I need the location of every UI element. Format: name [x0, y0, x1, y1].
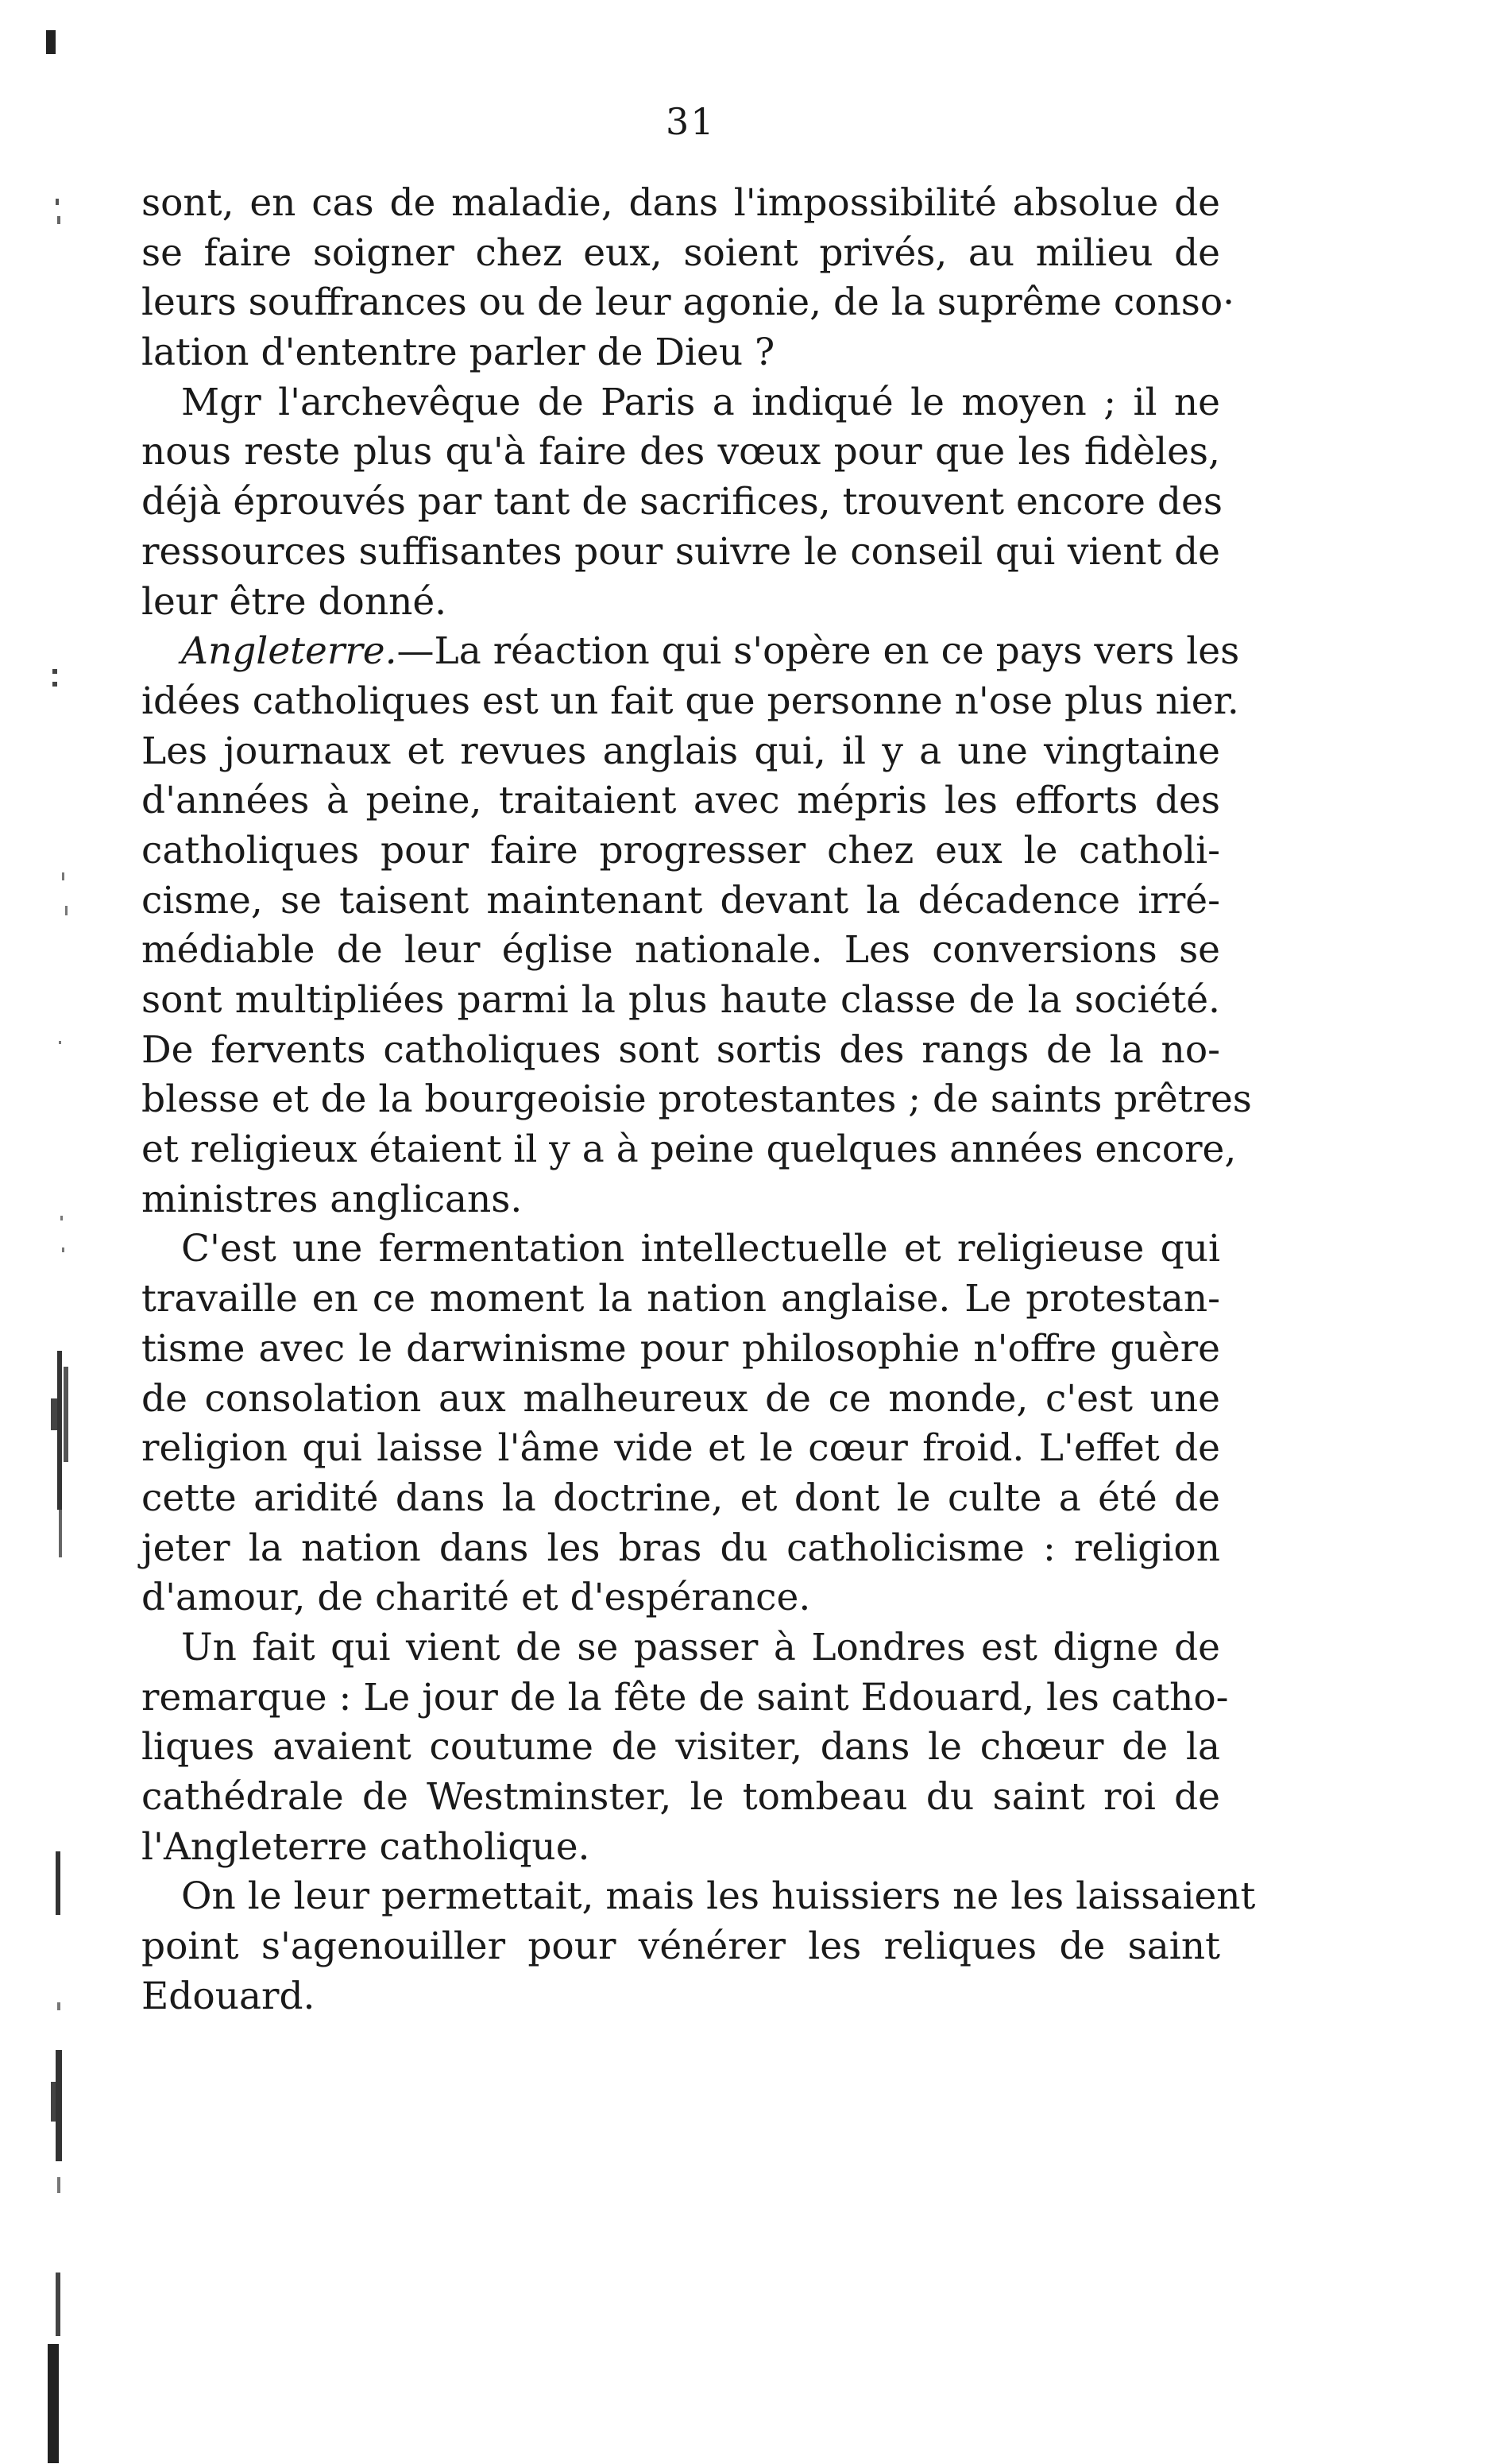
text-line: sont, en cas de maladie, dans l'impossibilité absolue de [141, 181, 1220, 225]
scan-margin-artifacts [0, 0, 87, 2464]
text-line: d'amour, de charité et d'espérance. [141, 1576, 811, 1620]
text-line: de consolation aux malheureux de ce monde, c'est une [141, 1376, 1220, 1421]
text-line: l'Angleterre catholique. [141, 1824, 590, 1869]
text-line: déjà éprouvés par tant de sacrifices, trouvent encore des [141, 480, 1223, 524]
text-line: se faire soigner chez eux, soient privés, au milieu de [141, 230, 1220, 275]
text-line: et religieux étaient il y a à peine quelques années encore, [141, 1128, 1237, 1172]
text-line: nous reste plus qu'à faire des vœux pour que les fidèles, [141, 430, 1220, 474]
text-line: leurs souffrances ou de leur agonie, de la suprême conso· [141, 280, 1235, 325]
text-line: Mgr l'archevêque de Paris a indiqué le moyen ; il ne [181, 380, 1220, 424]
paragraph [141, 378, 1223, 627]
text-line-rest: —La réaction qui s'opère en ce pays vers les [396, 629, 1240, 674]
text-line: ministres anglicans. [141, 1177, 523, 1221]
text-line: catholiques pour faire progresser chez eux le catholi- [141, 828, 1220, 872]
paragraph [141, 1623, 1229, 1872]
section-heading: Angleterre. [181, 629, 397, 674]
text-line: cette aridité dans la doctrine, et dont le culte a été de [141, 1476, 1220, 1520]
text-line: Un fait qui vient de se passer à Londres est digne de [181, 1625, 1220, 1669]
text-line: point s'agenouiller pour vénérer les reliques de saint [141, 1924, 1220, 1969]
paragraph [141, 1872, 1256, 2021]
text-line: Edouard. [141, 1974, 315, 2018]
text-line: tisme avec le darwinisme pour philosophie n'offre guère [141, 1326, 1220, 1371]
text-line: idées catholiques est un fait que personne n'ose plus nier. [141, 679, 1239, 723]
text-line: religion qui laisse l'âme vide et le cœur froid. L'effet de [141, 1426, 1220, 1471]
text-line: On le leur permettait, mais les huissiers ne les laissaient [181, 1874, 1256, 1919]
text-line: De fervents catholiques sont sortis des rangs de la no- [141, 1027, 1220, 1072]
text-line: remarque : Le jour de la fête de saint Edouard, les catho- [141, 1675, 1229, 1719]
paragraph [141, 1224, 1220, 1623]
body-text [141, 179, 1256, 2021]
text-line: cisme, se taisent maintenant devant la décadence irré- [141, 878, 1220, 923]
text-line: médiable de leur église nationale. Les conversions se [141, 928, 1220, 973]
text-line: Les journaux et revues anglais qui, il y a une vingtaine [141, 729, 1220, 773]
paragraph [141, 179, 1235, 378]
text-line: jeter la nation dans les bras du catholicisme : religion [141, 1526, 1220, 1570]
text-line: C'est une fermentation intellectuelle et religieuse qui [181, 1227, 1220, 1271]
text-line: blesse et de la bourgeoisie protestantes ; de saints prêtres [141, 1077, 1252, 1122]
text-line: ressources suffisantes pour suivre le conseil qui vient de [141, 529, 1220, 574]
paragraph [141, 627, 1252, 1224]
text-line: lation d'ententre parler de Dieu ? [141, 331, 775, 375]
text-line [141, 627, 1240, 677]
page-number: 31 [666, 100, 716, 143]
text-line: liques avaient coutume de visiter, dans le chœur de la [141, 1725, 1220, 1770]
text-line: d'années à peine, traitaient avec mépris les efforts des [141, 779, 1220, 823]
text-line: sont multipliées parmi la plus haute classe de la société. [141, 978, 1220, 1022]
text-line: leur être donné. [141, 579, 447, 624]
text-line: cathédrale de Westminster, le tombeau du saint roi de [141, 1775, 1220, 1819]
text-line: travaille en ce moment la nation anglaise. Le protestan- [141, 1277, 1220, 1321]
